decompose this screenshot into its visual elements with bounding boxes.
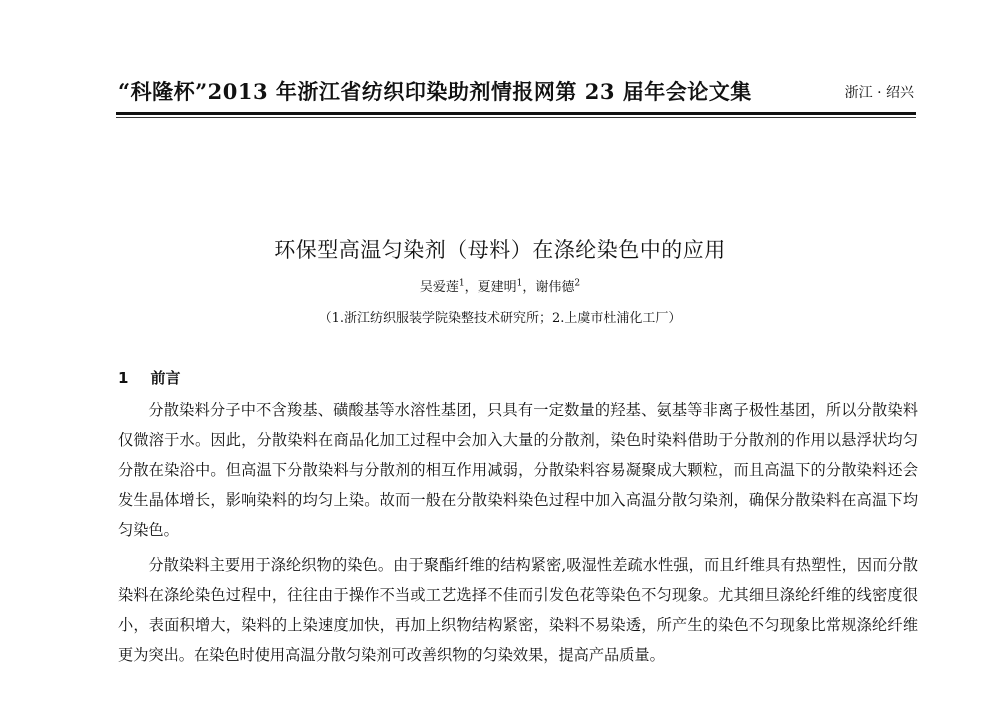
author-name: 谢伟德	[535, 280, 575, 295]
section-title: 前言	[150, 369, 181, 387]
affiliation: （1.浙江纺织服装学院染整技术研究所；2.上虞市杜浦化工厂）	[318, 311, 682, 326]
paper-title: 环保型高温匀染剂（母料）在涤纶染色中的应用	[274, 238, 726, 262]
proceedings-title: “科隆杯”2013 年浙江省纺织印染助剂情报网第 23 届年会论文集	[118, 79, 752, 104]
author-affiliation-mark: 2	[574, 278, 581, 289]
section-number: 1	[118, 369, 129, 387]
author-separator: ，	[522, 280, 536, 295]
header-rule-thin	[116, 117, 916, 118]
header-rule-thick	[116, 112, 916, 115]
author-name: 吴爱莲	[419, 280, 459, 295]
author-affiliation-mark: 1	[516, 278, 523, 289]
author-name: 夏建明	[477, 280, 517, 295]
author-affiliation-mark: 1	[458, 278, 465, 289]
body-paragraph: 分散染料主要用于涤纶织物的染色。由于聚酯纤维的结构紧密,吸湿性差疏水性强，而且纤维具有热塑性，因而分散染料在涤纶染色过程中，往往由于操作不当或工艺选择不佳而引发色花等染色不匀现象。尤其细旦涤纶纤维的线密度很小，表面积增大，染料的上染速度加快，再加上织物结构紧密，染料不易染透，所产生的染色不匀现象比常规涤纶纤维更为突出。在染色时使用高温分散匀染剂可改善织物的匀染效果，提高产品质量。	[118, 556, 918, 664]
conference-location: 浙江 · 绍兴	[844, 85, 914, 101]
author-list	[0, 276, 1000, 295]
body-paragraph: 分散染料分子中不含羧基、磺酸基等水溶性基团，只具有一定数量的羟基、氨基等非离子极性基团，所以分散染料仅微溶于水。因此，分散染料在商品化加工过程中会加入大量的分散剂，染色时染料借助于分散剂的作用以悬浮状均匀分散在染浴中。但高温下分散染料与分散剂的相互作用减弱，分散染料容易凝聚成大颗粒，而且高温下的分散染料还会发生晶体增长，影响染料的均匀上染。故而一般在分散染料染色过程中加入高温分散匀染剂，确保分散染料在高温下均匀染色。	[118, 401, 918, 539]
author-separator: ，	[464, 280, 478, 295]
running-header	[118, 76, 918, 106]
section-heading	[118, 367, 180, 388]
